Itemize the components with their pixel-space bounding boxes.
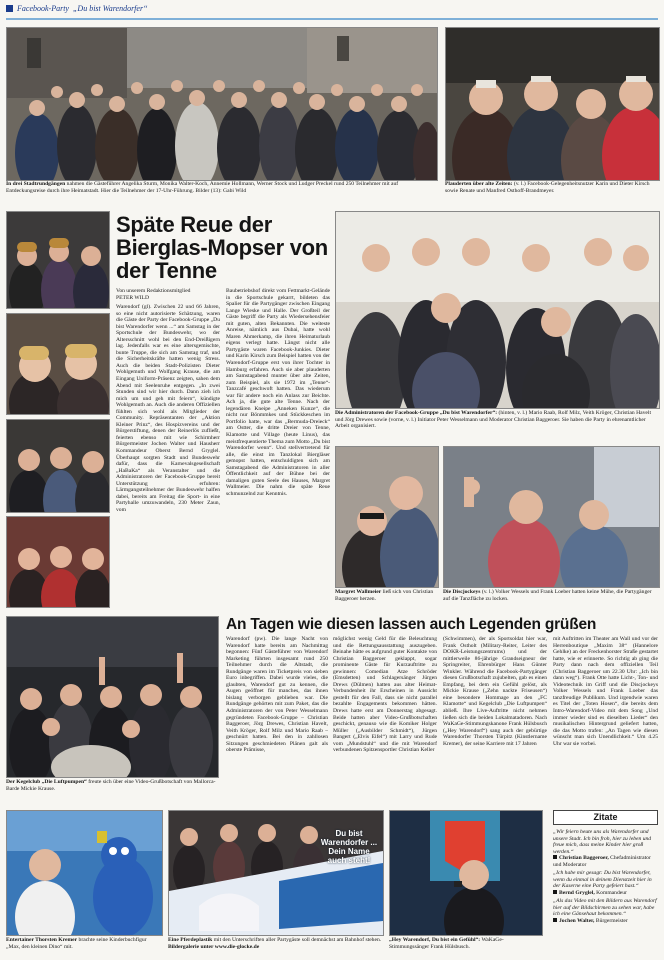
section-header [6,4,658,20]
caption-lead: Plauderten über alte Zeiten: [445,181,513,187]
caption-text: ließ sich von Christian Baggeroer herzen. [335,589,434,602]
byline-author: PETER WILD [116,294,149,301]
photo-kremer-caption [6,937,161,950]
photo-kremer [6,810,163,936]
photo-old-times-caption [445,181,658,194]
quote-author-name: Jochen Walter, [559,917,595,924]
photo-horse-banner [168,810,384,936]
photo-kegelclub-caption [6,779,217,792]
article2-col3 [443,636,547,794]
banner-text: Du bist Warendorfer ... Dein Name auch steht! [320,829,378,865]
caption-lead: Die Administratoren der Facebook-Gruppe „Du bist Warendorfer“: [335,410,498,416]
article1-col1-text: Warendorf (gl). Zwischen 22 und 66 Jahren, so eine nicht autorisierte Schätzung, waren die Gäste der Party der Facebook-Gruppe „Du bist Warendorfer wenn ...“ am Samstag in der Sportschule der Bundeswehr, wo der Altersschnitt wohl bei den End-Dreißigern lag. Jedenfalls war es eine altersgemischte, bunte Truppe, die sich am Samstag traf, und die Sicherheitskräfte hatten wenig Stress. Auch die beiden Stadt-Polizisten Dieter Wohlgemuth und Wolfgang Krause, die am Eingang Uniform-Präsenz zeigten, sahen dem Abend mit Seelenruhe entgegen. „In zwei Stunden sind wir hier durch. Dann zieh ich mich um und geh mit feiern“, kündigte Wohlgemuth an. Auch die anderen Offiziellen fühlten sich wohl als Mitglieder der Community. Repräsentanten der „Aktion Kleiner Prinz“, des Hospizvereins und der Bürgerstiftung, denen der Reinerlös zufließt, feierten ebenso mit wie Schirmherr Bürgermeister Jochen Walter und Hausherr Kommandeur Oberst Bernd Gryglel. Überhaupt sorgten Stadt und Bundeswehr dafür, dass die Karnevalsgesellschaft „HaBaKa“ als Veranstalter und die Administratoren der Facebook-Gruppe bereit Unterstützung erfuhren: Lärmgangsteilnehmer der Bundeswehr halfen dabei, bereits am Freitag die Sport- in eine Partyhalle umzuwandeln, 230 Meter Zaun, vom [116,304,220,513]
photo-old-times [445,27,660,181]
caption-text: brachte seine Kinderbuchfigur „Max, den kleinen Dino“ mit. [6,937,147,950]
quote-text: „Ich habe mir gesagt: Du bist Warendorfer, wenn du einmal in deinem Dienstzeit hier in der Kaserne eine Party gefeiert hast.“ [553,870,652,889]
quote-author-role: Kommandeur [594,889,627,896]
bullet-icon [553,890,557,894]
header-square-icon [6,5,13,12]
caption-lead: Margret Wallmeier [335,589,382,595]
article1-byline [116,288,220,301]
quote-author-name: Christian Baggeroer, [559,855,609,861]
article1-col2-text: Baubetriebshof direkt vom Fettmarkt-Gelände in die Sportschule gekarrt, bildeten das Spalier für die Partygänger zwischen Eingang Lange Wieske und Halle. Der Großteil der Gäste begriff die Party als Wiedersehensfeier mit guten, alten Bekannten. Die weiteste Anreise, nämlich aus Dubai, hatte wohl Maren Ahmerkamp, die ihren Heimaturlaub eigens verlegt hatte. Längst nicht alle Partygäste waren Facebook-Junkies. Dieter und Karin Kirsch zum Beispiel hatten von der Warendorf-Gruppe erst von ihrer Tochter in Hamburg erfahren. Auch sie aber plauderten am Samstagabend munter über alte Zeiten, zum Beispiel, als sie 1972 im „Tenne“-Tanzcafé geschwoft hatten. Das wiederum war für andere noch ein Anlass zur Beichte. Ach ja, die gute alte Tenne. Nach der legendären Kneipe „Anneken Kunze“, die nicht nur Bönmmkes und Stückkeschen im Portfolio hatte, war das „Bermuda-Dreieck“ am Ostter, die dritte Dreier von Tenne, Klamotte und Village (heute Linus), das meistfrequentierte Thema zum Motto „Du bist Warendorfer wenn“. Und stellvertretend für alle, die einst im Tanzlokal Biergläser gemopst hatten, entschuldigten sich am Samstagabend die Administratoren in aller Öffentlichkeit auf der Bühne bei der damaligen guten Seele des Hauses, Margret Wallmeier. Die nahm die späte Reue schmunzelnd zur Kenntnis. [226,288,330,497]
quote-author [553,855,658,868]
bullet-icon [553,855,557,859]
caption-lead: Der Kegelclub „Die Luftpumpen“ [6,779,87,785]
caption-lead: Die Discjockeys [443,589,481,595]
photo-left-4 [6,516,110,608]
caption-text: WaKaGe-Stimmungssänger Frank Hülsbusch. [389,937,504,950]
photo-city-tour-caption [6,181,436,194]
article2-col4 [553,636,658,794]
article1-col2 [226,288,330,606]
article1-col1 [116,304,220,606]
quote-author-role: Bürgermeister [594,917,628,924]
caption-lead: Eine Pferdeplastik [168,937,213,943]
photo-discjockeys-caption [443,589,658,602]
caption-text: nahmen die Gästeführer Angelika Sturm, Monika Walter-Koch, Annemie Hollmann, Werner Stock und Ludger Preckel rund 250 Teilnehmer mit auf Entdeckungsreise durch ihre Heimatstadt. Hier die Teilnehmer der 17-Uhr-Führung. [6,181,399,194]
caption-text: mit den Unterschriften aller Partygäste soll demnächst am Bahnhof stehen. [212,937,382,943]
photo-hulsbusch-caption [389,937,541,950]
photo-hulsbusch [389,810,543,936]
caption-text: freute sich über eine Video-Grußbotschaft von Mallorca-Barde Mickie Krause. [6,779,216,792]
photo-left-2 [6,313,110,415]
photo-left-1 [6,211,110,309]
caption-lead: Entertainer Thorsten Kremer [6,937,78,943]
caption-text: (hinten, v. l.) Mario Raab, Rolf Milz, Veith Kröger, Christian Havelt und Jörg Drewes sowie (vorne, v. l.) Initiator Peter Wesselmann und Moderator Christian Baggeroer. Sie haben die Party in ehrenamtlicher Arbeit organisiert. [335,410,652,430]
caption-lead: In drei Stadtrundgängen [6,181,66,187]
quote-text: „Wir feiern heute uns als Warendorfer und unsere Stadt. Ich bin froh, hier zu leben und freue mich, dass meine Kinder hier groß werden.“ [553,829,652,855]
article1-title: Späte Reue der Bierglas-Mopser von der Tenne [116,212,328,283]
quote-item [553,898,658,924]
photo-city-tour [6,27,438,181]
quote-author [553,918,658,925]
photo-admins-caption [335,410,658,430]
photo-kegelclub [6,616,219,778]
section-name: Facebook-Party [17,4,69,13]
photo-left-3 [6,419,110,513]
quote-author-name: Bernd Gryglel, [559,889,595,896]
article2-col1 [226,636,328,794]
zitate-heading: Zitate [553,810,658,825]
photo-credit: Bilder (13): Gabi Wild [195,187,247,194]
article2-col4-text: mit Auftritten im Theater am Wall und vor der Herrenboutique „Maxim 38“ (Hannelore Gehlke) an der Freckenhorster Straße gestartet hatte, wie er erinnerte. So richtig ab ging die Party dann nach dem offiziellen Teil (Christian Baggeroer um 22.30 Uhr: „Ich bin dann weg“). Frank Otte hatte Licht-, Ton- und Videotechnik im Griff und die Discjockeys Volker Wessels und Frank Loeber das tanzfreudige Publikum. Und irgendwie waren es Titel der „Toten Hosen“, die bereits dem Intro-Warendorf-Video mit dem Song „Und immer wieder sind es dieselben Lieder“ den musikalischen Hintergrund geliefert hatten, die das Motto trafen: „An Tagen wie diesen wünscht man sich Unendlichkeit.“ Um 4.25 Uhr war sie vorbei. [553,636,658,747]
article2-col1-text: Warendorf (pw). Die lange Nacht von Warendorf hatte bereits am Nachmittag begonnen: Fünf Gästeführer von Warendorf Marketing führten insgesamt rund 250 Teilnehmer durch die Altstadt, die Rundgänge waren im Ticketpreis von sieben Euro inbegriffen. Dabei wurde vieles, die glaubten, Warendorf gut zu kennen, die Augen geöffnet für manches, das ihnen bislang verborgen geblieben war. Die Rundgänge gehörten mit zum Paket, das die Administratoren der von Peter Wesselmann gegründeten Facebook-Gruppe – Christian Baggeroer, Jörg Drewes, Christian Havelt, Veith Kröger, Rolf Milz und Mario Raab – geschnürt hatten. Bei den in zahllosen Sitzungen geschmiedeten Plänen galt als oberste Prämisse, [226,636,328,754]
quote-item [553,829,658,868]
photo-wallmeier [335,446,439,588]
byline-label: Von unserem Redaktionsmitglied [116,288,191,294]
zitate-list [553,829,658,957]
article2-col2 [333,636,437,794]
article2-col3-text: (Schwimmen), der als Sportsoldat hier war, Frank Ostholt (Military-Reiter, Leiter des DOKR-Leistungszentrums) und der mittlerweile 86-jährige Grandseigneur der Springreiter, Ehrenbürger Hans Günter Winkler. Während die Facebook-Partygänger diesen Grußbotschaft zujubelten, gab es einen Empfang, bei dem ein Gefühl gelöst, als Mickie Krause („Zehn nackte Friseusen“) eine besondere Hommage an den „FC Klamotte“ und Kegelclub „Die Luftpumpen“ abließ. Ihre Live-Auftritte nicht nehmen ließen sich die beiden Lokalmatadoren. Nach WaKaGe-Stimmungskanone Frank Hülsbusch („Hey Warendorf“) sang auch der gebürtige Warendorfer Thorsten Türpitz (Kinstlername Kremer), der seine Karriere mit 17 Jahren [443,636,547,747]
caption-lead: „Hey Warendorf, Du bist ein Gefühl“: [389,937,481,943]
section-tagline: „Du bist Warendorfer“ [72,4,148,13]
photo-admins [335,211,660,409]
article2-col2-text: möglichst wenig Geld für die Beleuchtung und die Rettungsausstattung auszugeben. Beinahe hätte es aufgrund guter Kontakte von Christian Baggeroer geklappt, sogar prominente Gäste für Kurzauftritte zu gewinnen: Comedian Atze Schröder (Emsdetten) und Schlagersänger Jürgen Drews (Dülmen) hatten aus alter Heimat-Verbundenheit ihr Erscheinen in Aussicht gestellt für den Fall, dass sie nicht parallel bezahlte Engagements bekommen hätten. Drews hatte erst am Donnerstag abgesagt. Beide hatten aber Video-Grußbotschaften geschickt, genauso wie die Komiker Holger Müller („Ausbilder Schmidt“), Jürgen Bangert („Elvis Eifel“) mit Larry und Rude vom „Mundstuhl“ und die mit Warendorf verbundenen Spitzensportler Christian Keller [333,636,437,754]
caption-text: (v. l.) Facebook-Gelegenheitsnutzer Karin und Dieter Kirsch sowie Renate und Manfred Osthoff-Brandmeyer. [445,181,650,194]
quote-item [553,870,658,896]
quote-author [553,890,658,897]
photo-discjockeys [443,446,660,588]
photo-horse-banner-caption [168,937,382,950]
gallery-link: Bildergalerie unter www.die-glocke.de [168,943,260,950]
article2-title: An Tagen wie diesen lassen auch Legenden grüßen [226,616,597,633]
quote-text: „Als das Video mit den Bildern aus Warendorf hier auf der Bildschirmen zu sehen war, habe ich eine Gänsehaut bekommen.“ [553,898,657,917]
photo-wallmeier-caption [335,589,437,602]
quote-author-role: Chefadministrator und Moderator [553,855,651,868]
caption-text: (v. l.) Volker Wessels und Frank Loeber hatten keine Mühe, die Partygänger auf die Tanzfläche zu locken. [443,589,652,602]
bullet-icon [553,918,557,922]
